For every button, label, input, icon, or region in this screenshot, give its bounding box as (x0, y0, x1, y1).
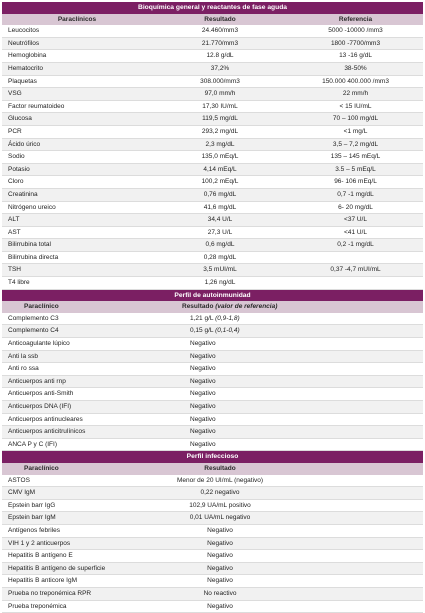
table-row (2, 226, 423, 239)
test-reference: <37 U/L (288, 214, 423, 227)
test-reference: 0,7 -1 mg/dL (288, 188, 423, 201)
table-row (2, 151, 423, 164)
empty-cell (288, 524, 423, 537)
infectious-section (2, 451, 423, 613)
table-row (2, 401, 423, 414)
table-row (2, 277, 423, 290)
test-name: Anticuerpos anti-Smith (2, 388, 152, 401)
table-row (2, 438, 423, 451)
empty-cell (288, 512, 423, 525)
test-result: 24.460/mm3 (152, 25, 288, 37)
test-name: AST (2, 226, 152, 239)
result-value: Negativo (190, 340, 216, 348)
test-result (152, 375, 423, 388)
column-header-row (2, 463, 423, 475)
result-value: Negativo (190, 403, 216, 410)
table-row (2, 537, 423, 550)
table-row (2, 25, 423, 37)
empty-cell (288, 575, 423, 588)
test-result: Negativo (152, 562, 288, 575)
test-result: 12.8 g/dL (152, 50, 288, 63)
result-value: Negativo (190, 365, 216, 373)
empty-cell (288, 499, 423, 512)
empty-cell (288, 537, 423, 550)
table-row (2, 214, 423, 227)
test-result (152, 438, 423, 451)
test-name: Sodio (2, 151, 152, 164)
table-row (2, 375, 423, 388)
header-resultado: Resultado (152, 14, 288, 26)
table-row (2, 388, 423, 401)
header-resultado-referencia (152, 301, 423, 313)
test-result (152, 363, 423, 376)
table-row (2, 350, 423, 363)
table-row (2, 325, 423, 338)
test-name: Glucosa (2, 113, 152, 126)
test-reference: 0,2 -1 mg/dL (288, 239, 423, 252)
test-result: 308.000/mm3 (152, 75, 288, 88)
test-result: Negativo (152, 537, 288, 550)
test-name: Antígenos febriles (2, 524, 152, 537)
empty-cell (288, 587, 423, 600)
test-name: Anti ro ssa (2, 363, 152, 376)
table-row (2, 600, 423, 613)
test-reference: 0,37 -4,7 mUI/mL (288, 264, 423, 277)
result-value: Negativo (190, 440, 216, 448)
test-result: 41,6 mg/dL (152, 201, 288, 214)
test-result (152, 426, 423, 439)
result-value: Negativo (190, 390, 216, 398)
test-name: Plaquetas (2, 75, 152, 88)
test-result: 102,9 UA/mL positivo (152, 499, 288, 512)
header-paraclinico: Paraclínico (2, 463, 152, 475)
test-reference: 70 – 100 mg/dL (288, 113, 423, 126)
test-result: 293,2 mg/dL (152, 125, 288, 138)
test-reference (288, 277, 423, 290)
autoimmunity-section (2, 289, 423, 451)
biochemistry-section (2, 2, 423, 289)
test-name: Factor reumatoideo (2, 100, 152, 113)
test-result: 135,0 mEq/L (152, 151, 288, 164)
table-row (2, 62, 423, 75)
test-name: Complemento C3 (2, 313, 152, 325)
test-result (152, 338, 423, 351)
table-row (2, 338, 423, 351)
test-result: 0,28 mg/dL (152, 251, 288, 264)
test-reference: < 15 IU/mL (288, 100, 423, 113)
test-name: Anticuerpos DNA (IFI) (2, 401, 152, 414)
table-row (2, 188, 423, 201)
result-value: Negativo (190, 415, 216, 423)
table-row (2, 524, 423, 537)
table-row (2, 88, 423, 101)
table-row (2, 426, 423, 439)
table-row (2, 251, 423, 264)
test-result: No reactivo (152, 587, 288, 600)
test-name: Bilirrubina directa (2, 251, 152, 264)
table-row (2, 37, 423, 50)
test-result: 4,14 mEq/L (152, 163, 288, 176)
test-result: 2,3 mg/dL (152, 138, 288, 151)
test-name: Anti la ssb (2, 350, 152, 363)
table-row (2, 138, 423, 151)
reference-value: (0,1-0,4) (215, 327, 240, 335)
column-header-row (2, 14, 423, 26)
table-row (2, 512, 423, 525)
test-name: Nitrógeno ureico (2, 201, 152, 214)
test-name: Leucocitos (2, 25, 152, 37)
test-result: 17,30 IU/mL (152, 100, 288, 113)
table-row (2, 575, 423, 588)
test-result: 100,2 mEq/L (152, 176, 288, 189)
test-name: ALT (2, 214, 152, 227)
header-paraclinicos: Paraclínicos (2, 14, 152, 26)
empty-cell (288, 475, 423, 487)
table-row (2, 363, 423, 376)
test-name: Anticoagulante lúpico (2, 338, 152, 351)
test-result (152, 313, 423, 325)
test-result: 97,0 mm/h (152, 88, 288, 101)
table-row (2, 487, 423, 500)
test-name: ASTOS (2, 475, 152, 487)
section-title-row (2, 451, 423, 463)
test-reference: 22 mm/h (288, 88, 423, 101)
test-result: 27,3 U/L (152, 226, 288, 239)
test-reference: 38-50% (288, 62, 423, 75)
table-row (2, 176, 423, 189)
test-result: Negativo (152, 524, 288, 537)
test-name: Hematocrito (2, 62, 152, 75)
test-name: CMV IgM (2, 487, 152, 500)
section-title-row (2, 289, 423, 301)
test-name: Potasio (2, 163, 152, 176)
test-name: Epstein barr IgG (2, 499, 152, 512)
test-name: Prueba no treponémica RPR (2, 587, 152, 600)
test-name: PCR (2, 125, 152, 138)
table-row (2, 264, 423, 277)
table-row (2, 562, 423, 575)
header-valor-referencia: (valor de referencia) (215, 303, 278, 311)
test-result: 34,4 U/L (152, 214, 288, 227)
test-result: Negativo (152, 600, 288, 613)
column-header-row (2, 301, 423, 313)
test-result: 3,5 mUI/mL (152, 264, 288, 277)
test-name: Ácido úrico (2, 138, 152, 151)
reference-value: (0,9-1,8) (215, 314, 240, 322)
result-value: 1,21 g/L (190, 314, 214, 322)
test-result: 0,22 negativo (152, 487, 288, 500)
test-reference: 96- 106 mEq/L (288, 176, 423, 189)
test-name: Cloro (2, 176, 152, 189)
table-row (2, 313, 423, 325)
test-name: Prueba treponémica (2, 600, 152, 613)
test-name: Hemoglobina (2, 50, 152, 63)
section-title: Perfil infeccioso (2, 451, 423, 463)
test-name: Neutrófilos (2, 37, 152, 50)
table-row (2, 475, 423, 487)
test-reference: <41 U/L (288, 226, 423, 239)
test-result: 0,76 mg/dL (152, 188, 288, 201)
test-name: Bilirrubina total (2, 239, 152, 252)
test-reference: 135 – 145 mEq/L (288, 151, 423, 164)
test-result: 0,6 mg/dL (152, 239, 288, 252)
result-value: Negativo (190, 377, 216, 385)
test-reference (288, 251, 423, 264)
test-result: 21.770/mm3 (152, 37, 288, 50)
test-name: Hepatitis B anticore IgM (2, 575, 152, 588)
test-result (152, 413, 423, 426)
section-title: Perfil de autoinmunidad (2, 289, 423, 301)
test-result: 37,2% (152, 62, 288, 75)
test-name: TSH (2, 264, 152, 277)
test-reference: 6- 20 mg/dL (288, 201, 423, 214)
test-result: Menor de 20 UI/mL (negativo) (152, 475, 288, 487)
test-name: Creatinina (2, 188, 152, 201)
header-resultado: Resultado (182, 303, 214, 311)
test-result: 1,26 ng/dL (152, 277, 288, 290)
result-value: 0,15 g/L (190, 327, 214, 335)
table-row (2, 50, 423, 63)
test-name: VSG (2, 88, 152, 101)
test-reference: 3,5 – 7,2 mg/dL (288, 138, 423, 151)
header-resultado: Resultado (152, 463, 288, 475)
test-result: 0,01 UA/mL negativo (152, 512, 288, 525)
table-row (2, 125, 423, 138)
test-result (152, 401, 423, 414)
test-result (152, 350, 423, 363)
test-result (152, 325, 423, 338)
test-name: Anticuerpos anti rnp (2, 375, 152, 388)
table-row (2, 239, 423, 252)
empty-cell (288, 562, 423, 575)
section-title-row (2, 2, 423, 14)
table-row (2, 550, 423, 563)
test-result: 119,5 mg/dL (152, 113, 288, 126)
table-row (2, 413, 423, 426)
test-name: Anticuerpos antinucleares (2, 413, 152, 426)
table-row (2, 499, 423, 512)
header-paraclinico: Paraclínico (2, 301, 152, 313)
test-name: T4 libre (2, 277, 152, 290)
table-row (2, 201, 423, 214)
table-row (2, 113, 423, 126)
test-result: Negativo (152, 550, 288, 563)
empty-cell (288, 550, 423, 563)
table-row (2, 100, 423, 113)
table-row (2, 587, 423, 600)
result-value: Negativo (190, 352, 216, 360)
test-reference: <1 mg/L (288, 125, 423, 138)
test-reference: 150.000 400.000 /mm3 (288, 75, 423, 88)
empty-cell (288, 600, 423, 613)
test-reference: 5000 -10000 /mm3 (288, 25, 423, 37)
test-name: Epstein barr IgM (2, 512, 152, 525)
test-name: Complemento C4 (2, 325, 152, 338)
table-row (2, 75, 423, 88)
test-result: Negativo (152, 575, 288, 588)
test-reference: 1800 -7700/mm3 (288, 37, 423, 50)
test-reference: 3.5 – 5 mEq/L (288, 163, 423, 176)
test-name: ANCA P y C (IFI) (2, 438, 152, 451)
test-name: Anticuerpos anticitrulínicos (2, 426, 152, 439)
test-name: Hepatitis B antígeno E (2, 550, 152, 563)
section-title: Bioquímica general y reactantes de fase aguda (2, 2, 423, 14)
empty-cell (288, 487, 423, 500)
result-value: Negativo (190, 428, 216, 436)
test-result (152, 388, 423, 401)
table-row (2, 163, 423, 176)
header-referencia: Referencia (288, 14, 423, 26)
header-empty (288, 463, 423, 475)
lab-results-table (2, 2, 423, 613)
test-name: VIH 1 y 2 anticuerpos (2, 537, 152, 550)
test-name: Hepatitis B antígeno de superficie (2, 562, 152, 575)
test-reference: 13 -16 g/dL (288, 50, 423, 63)
